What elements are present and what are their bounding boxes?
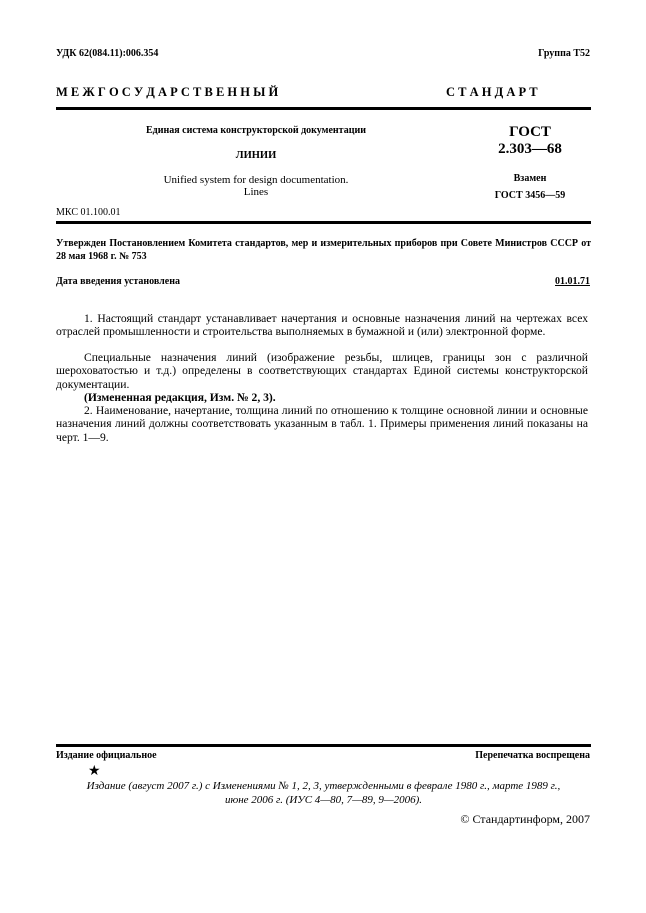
intro-date-value: 01.01.71 [555, 276, 590, 287]
replaces-label: Взамен [513, 173, 547, 184]
mks-code: МКС 01.100.01 [56, 207, 121, 218]
footer-rule [56, 744, 591, 747]
copyright: © Стандартинформ, 2007 [460, 812, 590, 826]
banner-standard: С Т А Н Д А Р Т [446, 85, 538, 99]
gost-number: 2.303—68 [498, 141, 562, 157]
paragraph-1: 1. Настоящий стандарт устанавливает начертания и основные назначения линий на чертежах всех отраслей промышленности и строительства выполняемых в бумажной и (или) электронной форме. [56, 312, 588, 339]
intro-date-label: Дата введения установлена [56, 276, 180, 287]
udk-code: УДК 62(084.11):006.354 [56, 48, 159, 59]
banner-rule [56, 107, 591, 110]
group-code: Группа Т52 [538, 48, 590, 59]
official-edition: Издание официальное [56, 750, 157, 761]
system-title-ru: Единая система конструкторской документации [146, 125, 366, 136]
edition-line-1: Издание (август 2007 г.) с Изменениями № 1, 2, 3, утвержденными в феврале 1980 г., марте 1989 г., [86, 780, 561, 792]
standard-name-en: Lines [243, 186, 269, 198]
standard-name-ru: ЛИНИИ [235, 150, 277, 161]
star-icon: ★ [88, 764, 101, 779]
system-title-en: Unified system for design documentation. [163, 174, 349, 186]
amendment-note: (Измененная редакция, Изм. № 2, 3). [84, 391, 276, 404]
paragraph-special-purposes: Специальные назначения линий (изображение резьбы, шлицев, границы зон с различной шероховатостью и т.д.) определены в соответствующих стандартах Единой системы конструкторской документации. [56, 351, 588, 391]
banner-interstate: М Е Ж Г О С У Д А Р С Т В Е Н Н Ы Й [56, 85, 279, 99]
edition-line-2: июне 2006 г. (ИУС 4—80, 7—89, 9—2006). [224, 794, 423, 806]
title-rule [56, 221, 591, 224]
reprint-prohibited: Перепечатка воспрещена [475, 750, 590, 761]
gost-label: ГОСТ [509, 124, 551, 140]
approval-text: Утвержден Постановлением Комитета стандартов, мер и измерительных приборов при Совете Министров СССР от 28 мая 1968 г. № 753 [56, 238, 591, 262]
replaces-value: ГОСТ 3456—59 [494, 190, 566, 201]
paragraph-2: 2. Наименование, начертание, толщина линий по отношению к толщине основной линии и основные назначения линий должны соответствовать указанным в табл. 1. Примеры применения линий показаны на черт. 1—9. [56, 404, 588, 444]
